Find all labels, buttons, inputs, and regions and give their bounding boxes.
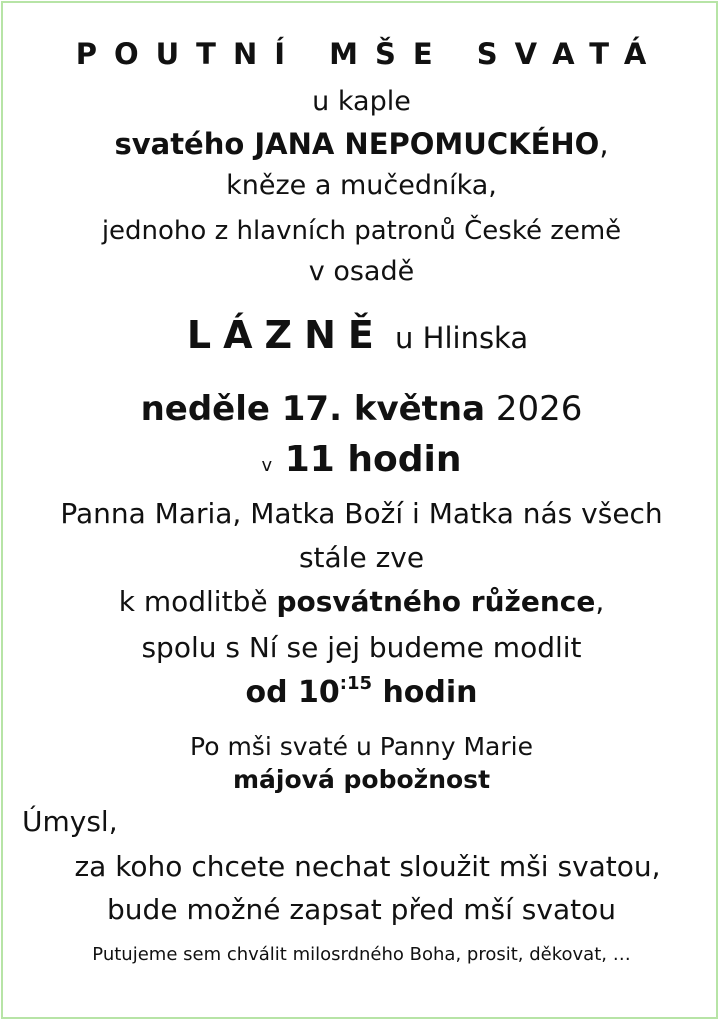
line-spolu: spolu s Ní se jej budeme modlit bbox=[141, 631, 582, 664]
date-bold: neděle 17. května bbox=[140, 389, 486, 429]
line-majova: májová pobožnost bbox=[232, 765, 491, 794]
line-panna: Panna Maria, Matka Boží i Matka nás všech bbox=[60, 497, 663, 530]
saint-prefix: svatého bbox=[114, 127, 255, 161]
line-saint bbox=[0, 127, 723, 161]
line-putujeme: Putujeme sem chválit milosrdného Boha, prosit, děkovat, … bbox=[92, 944, 631, 965]
place-name: LÁZNĚ bbox=[186, 313, 386, 357]
place-suffix: u Hlinska bbox=[385, 321, 529, 355]
rosary-time-suffix: hodin bbox=[372, 675, 478, 710]
line-bude: bude možné zapsat před mší svatou bbox=[107, 893, 616, 926]
saint-suffix: , bbox=[599, 127, 609, 161]
saint-name: JANA NEPOMUCKÉHO bbox=[254, 127, 600, 161]
rosary-bold: posvátného růžence bbox=[276, 585, 596, 618]
rosary-time-prefix: od 10 bbox=[245, 675, 340, 710]
line-umysl: Úmysl, bbox=[22, 805, 118, 838]
line-patron: jednoho z hlavních patronů České země bbox=[101, 216, 622, 246]
line-kneze: kněze a mučedníka, bbox=[226, 170, 497, 201]
rosary-time-sup: :15 bbox=[339, 673, 372, 694]
line-stale: stále zve bbox=[298, 541, 425, 574]
line-time bbox=[0, 439, 723, 480]
line-date bbox=[0, 389, 723, 429]
line-osade: v osadě bbox=[308, 256, 415, 287]
line-place bbox=[0, 313, 719, 357]
line-po-msi: Po mši svaté u Panny Marie bbox=[190, 732, 533, 761]
time-v: v bbox=[261, 455, 273, 476]
line-rosary-time bbox=[0, 673, 723, 710]
time-bold: 11 hodin bbox=[272, 439, 462, 480]
date-year: 2026 bbox=[485, 389, 583, 429]
line-za-koho: za koho chcete nechat sloužit mši svatou, bbox=[74, 850, 661, 883]
rosary-prefix: k modlitbě bbox=[118, 585, 277, 618]
page-title: POUTNÍ MŠE SVATÁ bbox=[75, 37, 664, 71]
line-rosary bbox=[0, 585, 723, 618]
rosary-suffix: , bbox=[595, 585, 605, 618]
line-u-kaple: u kaple bbox=[312, 86, 411, 117]
